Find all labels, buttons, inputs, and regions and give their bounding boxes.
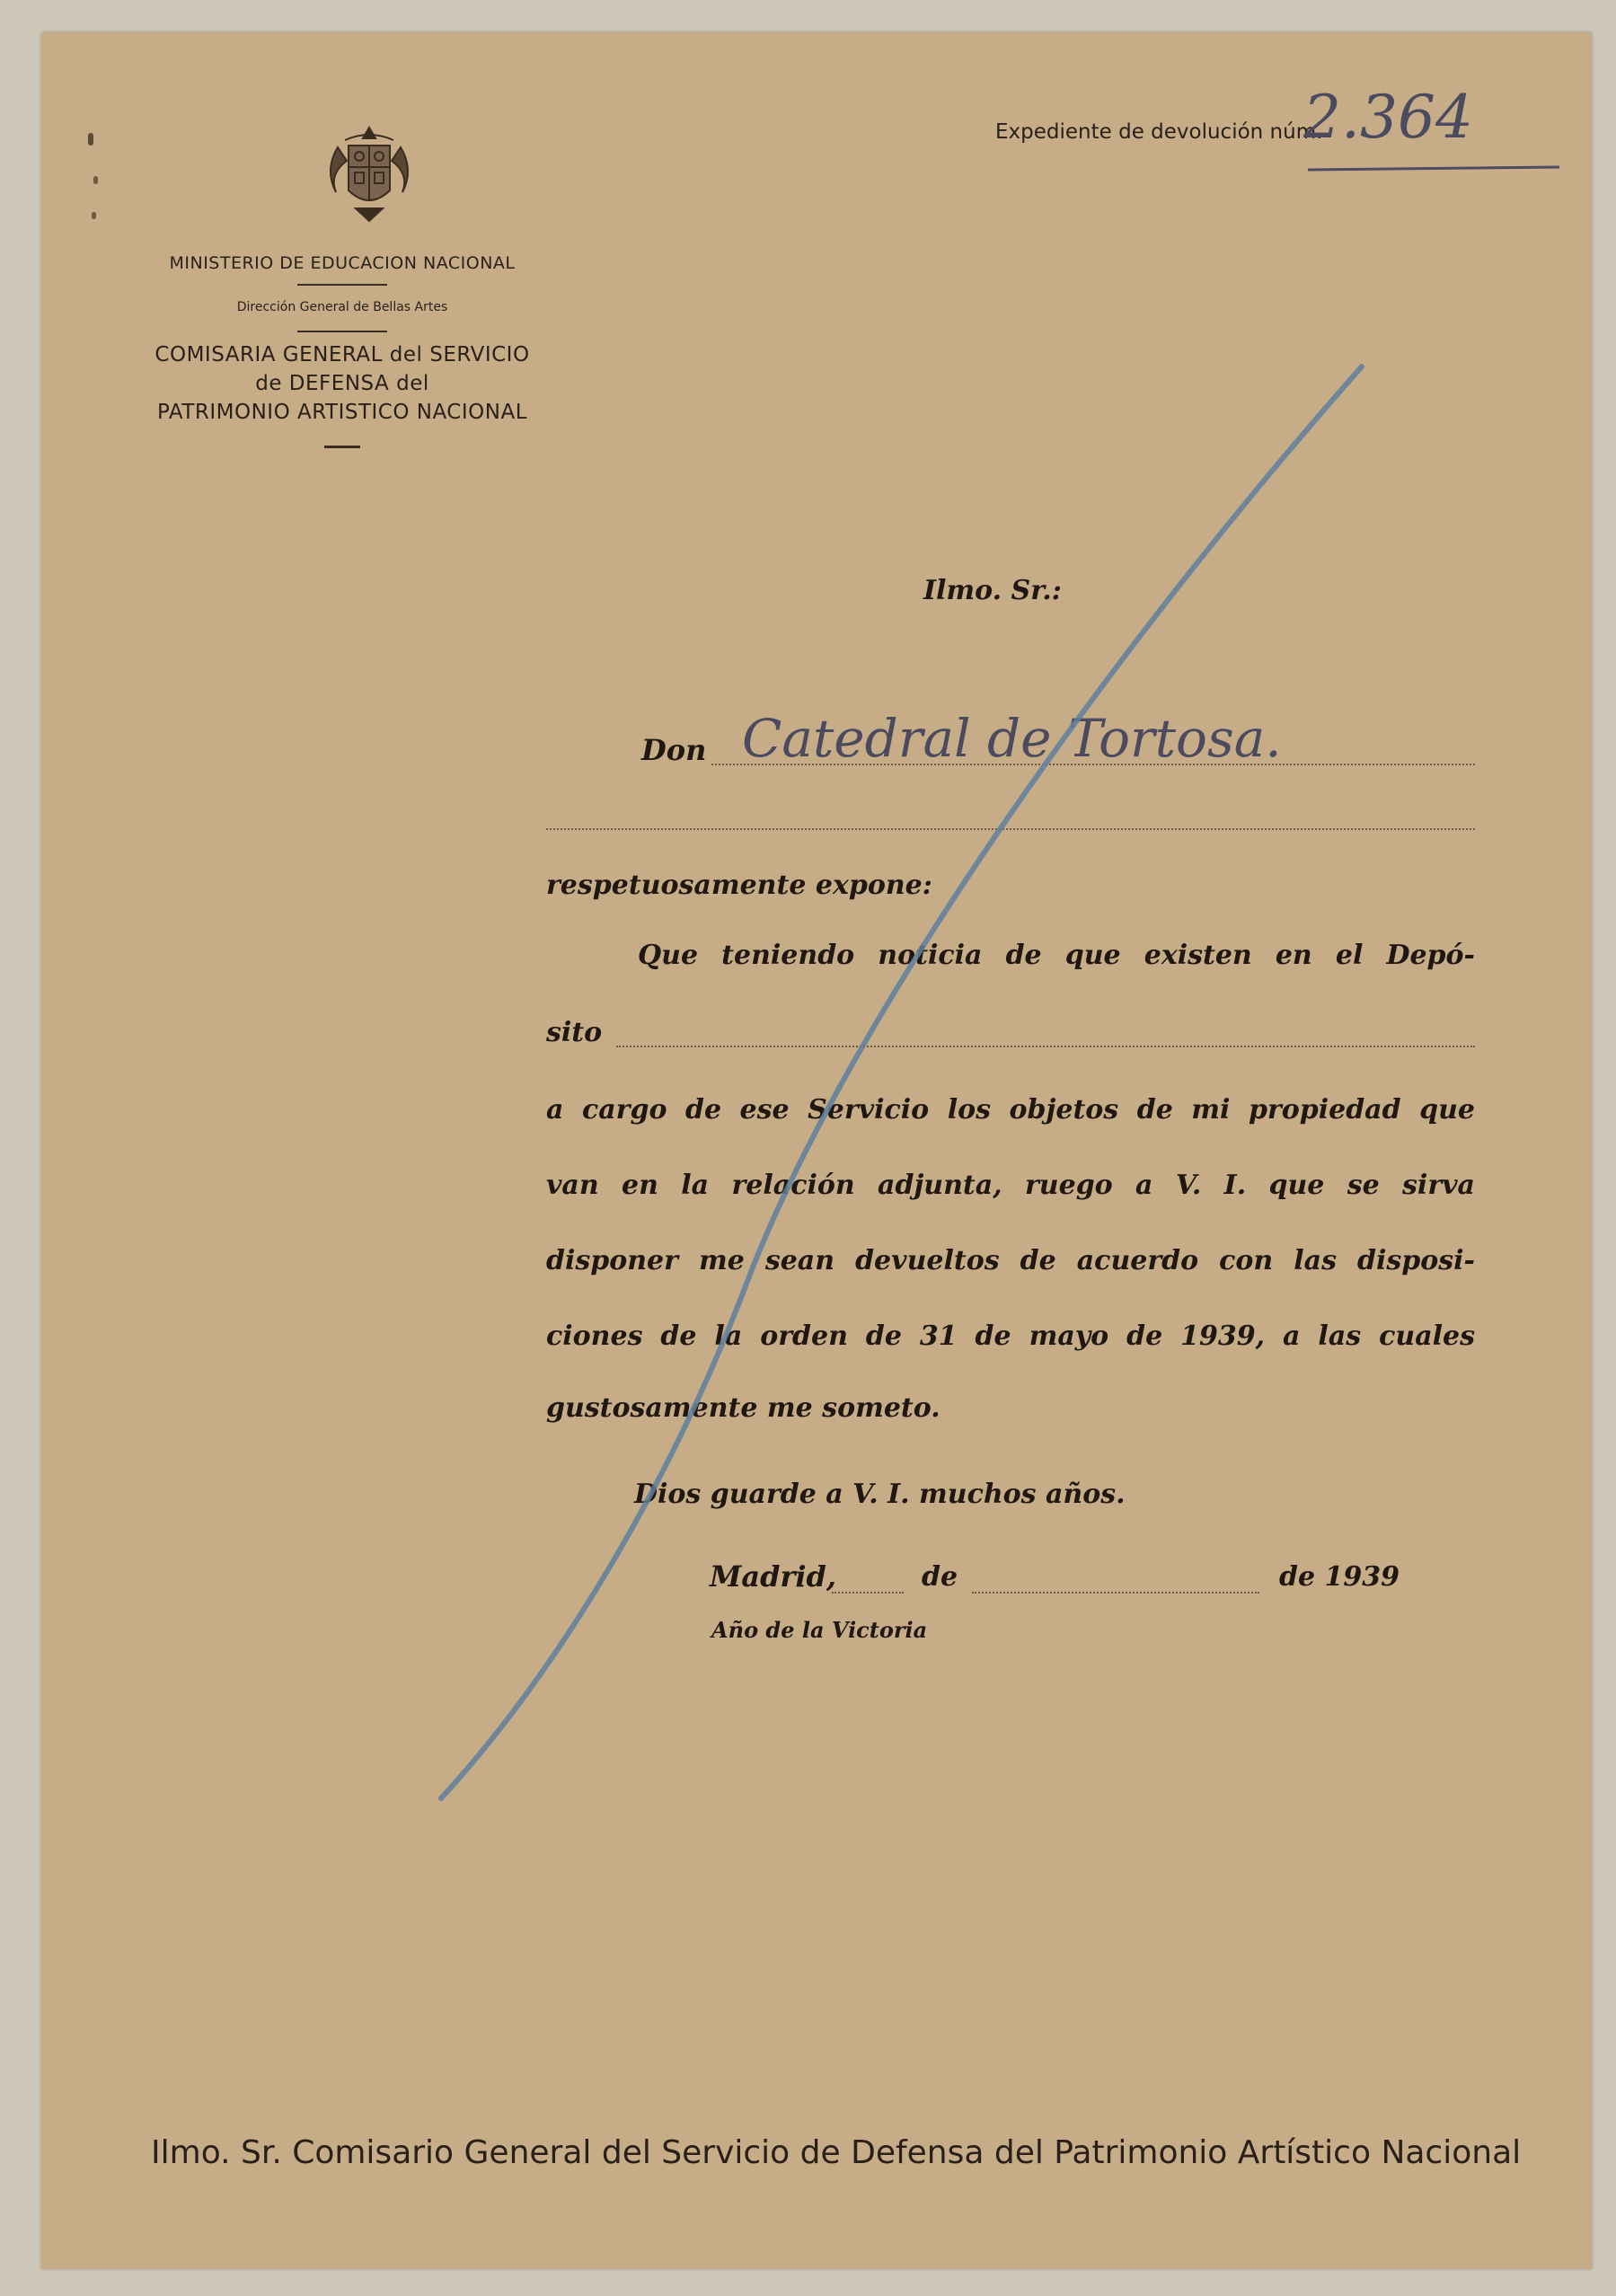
body-line-4-text: van en la relación adjunta, ruego a V. I. que se sirva [546, 1170, 1475, 1201]
body-line-3-text: a cargo de ese Servicio los objetos de mi propiedad que [546, 1094, 1475, 1126]
salutation: Ilmo. Sr.: [923, 575, 1062, 606]
body-line-7: gustosamente me someto. [546, 1392, 940, 1424]
ministry-name: MINISTERIO DE EDUCACION NACIONAL [169, 253, 516, 273]
pencil-cancel-stroke [41, 32, 1592, 2269]
don-label: Don [641, 733, 707, 767]
victory-year: Año de la Victoria [711, 1617, 928, 1643]
place-label: Madrid, [710, 1559, 837, 1594]
don-name-handwritten: Catedral de Tortosa. [742, 708, 1282, 769]
date-year-label: de 1939 [1279, 1561, 1400, 1593]
expone-line: respetuosamente expone: [546, 870, 932, 901]
file-number-value: 2.364 [1303, 83, 1473, 152]
body-line-6-text: ciones de la orden de 31 de mayo de 1939, a las cuales [546, 1320, 1475, 1352]
body-line-1-text: Que teniendo noticia de que existen en el Depó- [638, 940, 1475, 971]
commission-line-1: COMISARIA GENERAL del SERVICIO [155, 343, 530, 366]
commission-line-3: PATRIMONIO ARTISTICO NACIONAL [156, 401, 528, 424]
body-line-2: sito [546, 1017, 603, 1048]
closing-formula: Dios guarde a V. I. muchos años. [634, 1479, 1126, 1510]
directorate-name: Dirección General de Bellas Artes [236, 300, 448, 314]
document-page [41, 32, 1592, 2269]
commission-line-2: de DEFENSA del [255, 372, 429, 395]
date-de-label: de [922, 1561, 958, 1593]
file-number-label: Expediente de devolución núm. [995, 120, 1323, 144]
footer-addressee: Ilmo. Sr. Comisario General del Servicio de Defensa del Patrimonio Artístico Nacional [151, 2134, 1522, 2171]
body-line-5-text: disponer me sean devueltos de acuerdo con las disposi- [546, 1245, 1475, 1276]
